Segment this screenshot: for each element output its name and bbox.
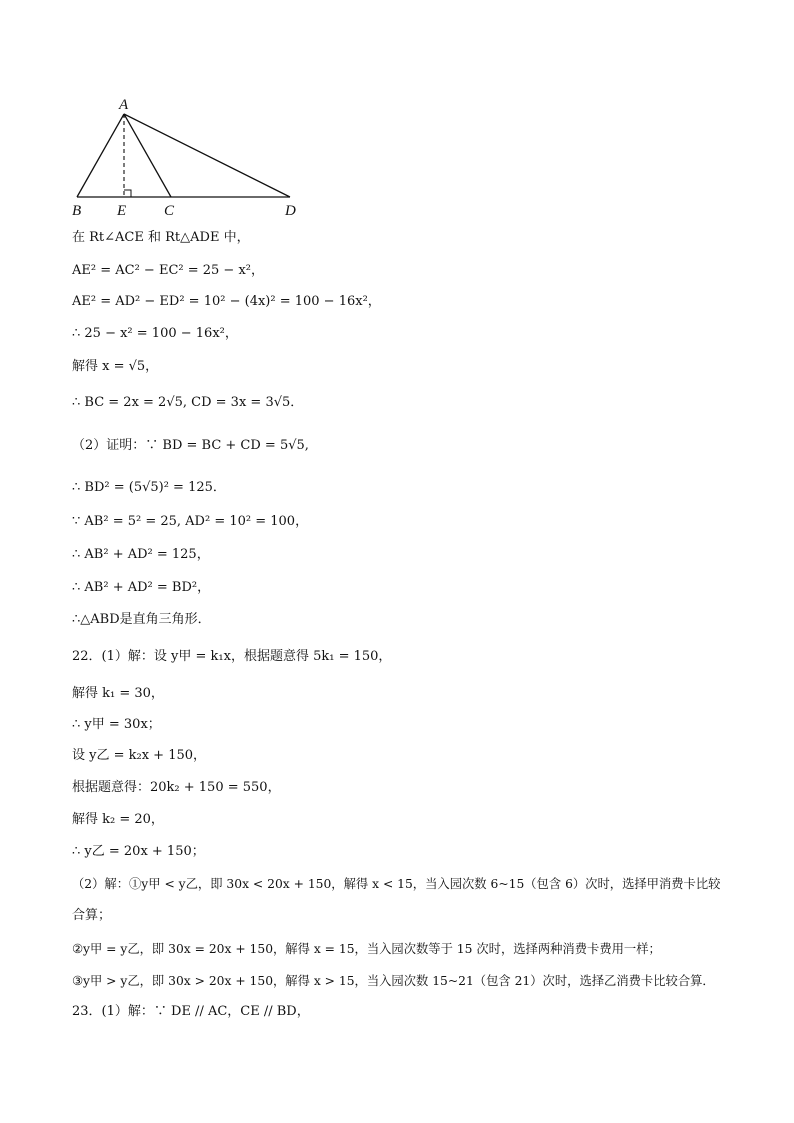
segment-ab: [77, 114, 124, 197]
text-line: （2）证明：∵ BD = BC + CD = 5√5,: [72, 438, 309, 453]
triangle-diagram: [0, 0, 794, 230]
text-line: 根据题意得：20k₂ + 150 = 550，: [72, 780, 281, 795]
text-line: 23．(1）解：∵ DE // AC，CE // BD，: [72, 1004, 310, 1019]
text-line: （2）解：①y甲 < y乙，即 30x < 20x + 150，解得 x < 15，当入园次数 6~15（包含 6）次时，选择甲消费卡比较: [72, 877, 721, 891]
text-line: ∴ AB² + AD² = BD²，: [72, 580, 211, 595]
text-line: ∴ AB² + AD² = 125，: [72, 547, 210, 562]
text-line: 解得 k₁ = 30，: [72, 686, 164, 701]
text-line: 在 Rt∠ACE 和 Rt△ADE 中，: [72, 230, 250, 245]
text-line: 合算；: [72, 908, 112, 923]
text-line: ∵ AB² = 5² = 25, AD² = 10² = 100，: [72, 514, 309, 529]
label-c: C: [164, 203, 175, 219]
text-line: ②y甲 = y乙，即 30x = 20x + 150，解得 x = 15，当入园次数等于 15 次时，选择两种消费卡费用一样；: [72, 942, 661, 956]
text-line: ③y甲 > y乙，即 30x > 20x + 150，解得 x > 15，当入园次数 15~21（包含 21）次时，选择乙消费卡比较合算．: [72, 974, 715, 988]
right-angle-mark: [124, 190, 131, 197]
label-e: E: [117, 203, 127, 219]
text-line: ∴ y甲 = 30x；: [72, 717, 161, 732]
text-line: 解得 x = √5，: [72, 359, 159, 374]
text-line: ∴ 25 − x² = 100 − 16x²，: [72, 326, 238, 341]
text-line: AE² = AC² − EC² = 25 − x²，: [72, 263, 264, 278]
text-line: 22．(1）解：设 y甲 = k₁x，根据题意得 5k₁ = 150，: [72, 649, 392, 664]
label-a: A: [119, 97, 129, 113]
text-line: ∴ y乙 = 20x + 150；: [72, 844, 205, 859]
text-line: 解得 k₂ = 20，: [72, 812, 164, 827]
segment-ad: [124, 114, 290, 197]
text-line: AE² = AD² − ED² = 10² − (4x)² = 100 − 16x²，: [72, 294, 381, 309]
text-line: ∴ BC = 2x = 2√5, CD = 3x = 3√5．: [72, 395, 304, 410]
label-b: B: [72, 203, 82, 219]
text-line: ∴△ABD是直角三角形．: [72, 612, 211, 627]
label-d: D: [285, 203, 296, 219]
text-line: 设 y乙 = k₂x + 150，: [72, 748, 207, 763]
text-line: ∴ BD² = (5√5)² = 125．: [72, 480, 226, 495]
